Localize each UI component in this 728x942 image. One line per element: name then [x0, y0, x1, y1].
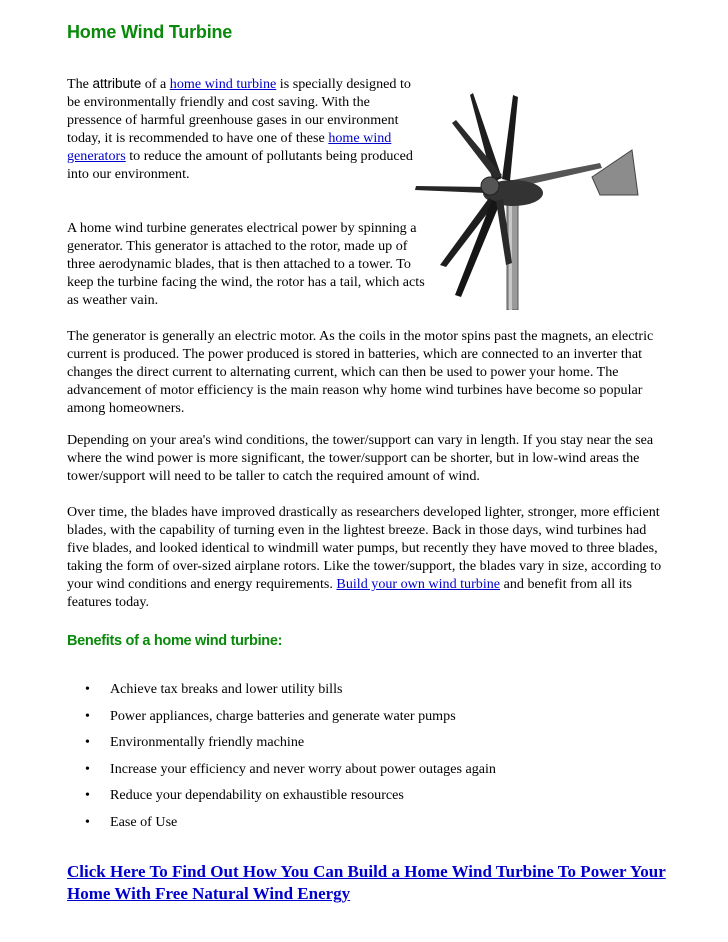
- intro-text-3: is specially designed to be environmentally friendly and cost saving. With the pressence of harmful greenhouse gases in our environment today, it is recommended to have one of these: [67, 76, 411, 146]
- benefit-text: Ease of Use: [110, 813, 178, 830]
- benefit-text: Environmentally friendly machine: [110, 734, 305, 750]
- intro-text-attribute: attribute: [92, 76, 142, 91]
- generator-paragraph: A home wind turbine generates electrical power by spinning a generator. This generator is attached to the rotor, made up of three aerodynamic blades, that is then attached to a tower. To keep the turbine facing the wind, the rotor has a tail, which acts as weather vain.: [67, 220, 425, 308]
- bullet-icon: •: [85, 681, 90, 697]
- cta-link[interactable]: Click Here To Find Out How You Can Build a Home Wind Turbine To Power Your Home With Free Natural Wind Energy: [67, 862, 666, 903]
- page-title: Home Wind Turbine: [67, 22, 233, 42]
- benefits-heading: Benefits of a home wind turbine:: [67, 633, 283, 649]
- intro-paragraph: [67, 75, 427, 183]
- bullet-icon: •: [85, 787, 90, 803]
- intro-text-2: of a: [141, 76, 170, 92]
- blades-text: Over time, the blades have improved drastically as researchers developed lighter, stronger, more efficient blades, with the capability of turning even in the lightest breeze. Back in those days, wind turbines had five blades, and looked identical to windmill water pumps, but recently they have moved to three blades, taking the form of over-sized airplane rotors. Like the tower/support, the blades vary in size, according to your wind conditions and energy requirements.: [67, 504, 662, 592]
- bullet-icon: •: [85, 813, 90, 830]
- bullet-icon: •: [85, 707, 90, 724]
- benefit-item: [83, 782, 496, 809]
- benefit-item: [83, 703, 496, 730]
- build-wind-turbine-link[interactable]: Build your own wind turbine: [336, 576, 501, 592]
- benefit-item: [83, 676, 496, 703]
- benefit-text: Power appliances, charge batteries and generate water pumps: [110, 707, 456, 724]
- blades-paragraph: [67, 503, 667, 611]
- home-wind-generators-link[interactable]: home wind generators: [67, 130, 392, 164]
- blades-tail-text: and benefit from all its features today.: [67, 576, 632, 610]
- home-wind-turbine-link[interactable]: home wind turbine: [169, 76, 277, 92]
- benefits-list: [83, 676, 496, 835]
- benefit-item: [83, 756, 496, 783]
- intro-text-4: to reduce the amount of pollutants being produced into our environment.: [67, 148, 413, 182]
- benefit-text: Achieve tax breaks and lower utility bills: [110, 681, 343, 697]
- benefit-text: Reduce your dependability on exhaustible resources: [110, 787, 404, 803]
- wind-turbine-image: [410, 55, 660, 310]
- bullet-icon: •: [85, 734, 90, 750]
- intro-text-1: The: [67, 76, 93, 92]
- benefit-item: [83, 729, 496, 756]
- cta-paragraph: [67, 861, 687, 905]
- tower-paragraph: Depending on your area's wind conditions, the tower/support can vary in length. If you stay near the sea where the wind power is more significant, the tower/support can be shorter, but in low-wind areas the tower/support will need to be taller to catch the required amount of wind.: [67, 432, 654, 484]
- benefit-item: [83, 809, 496, 836]
- bullet-icon: •: [85, 760, 90, 777]
- motor-paragraph: The generator is generally an electric motor. As the coils in the motor spins past the magnets, an electric current is produced. The power produced is stored in batteries, which are connected to an inverter that changes the direct current to alternating current, which can then be used to power your home. The advancement of motor efficiency is the main reason why home wind turbines have become so popular among homeowners.: [67, 328, 654, 416]
- benefit-text: Increase your efficiency and never worry about power outages again: [110, 760, 496, 777]
